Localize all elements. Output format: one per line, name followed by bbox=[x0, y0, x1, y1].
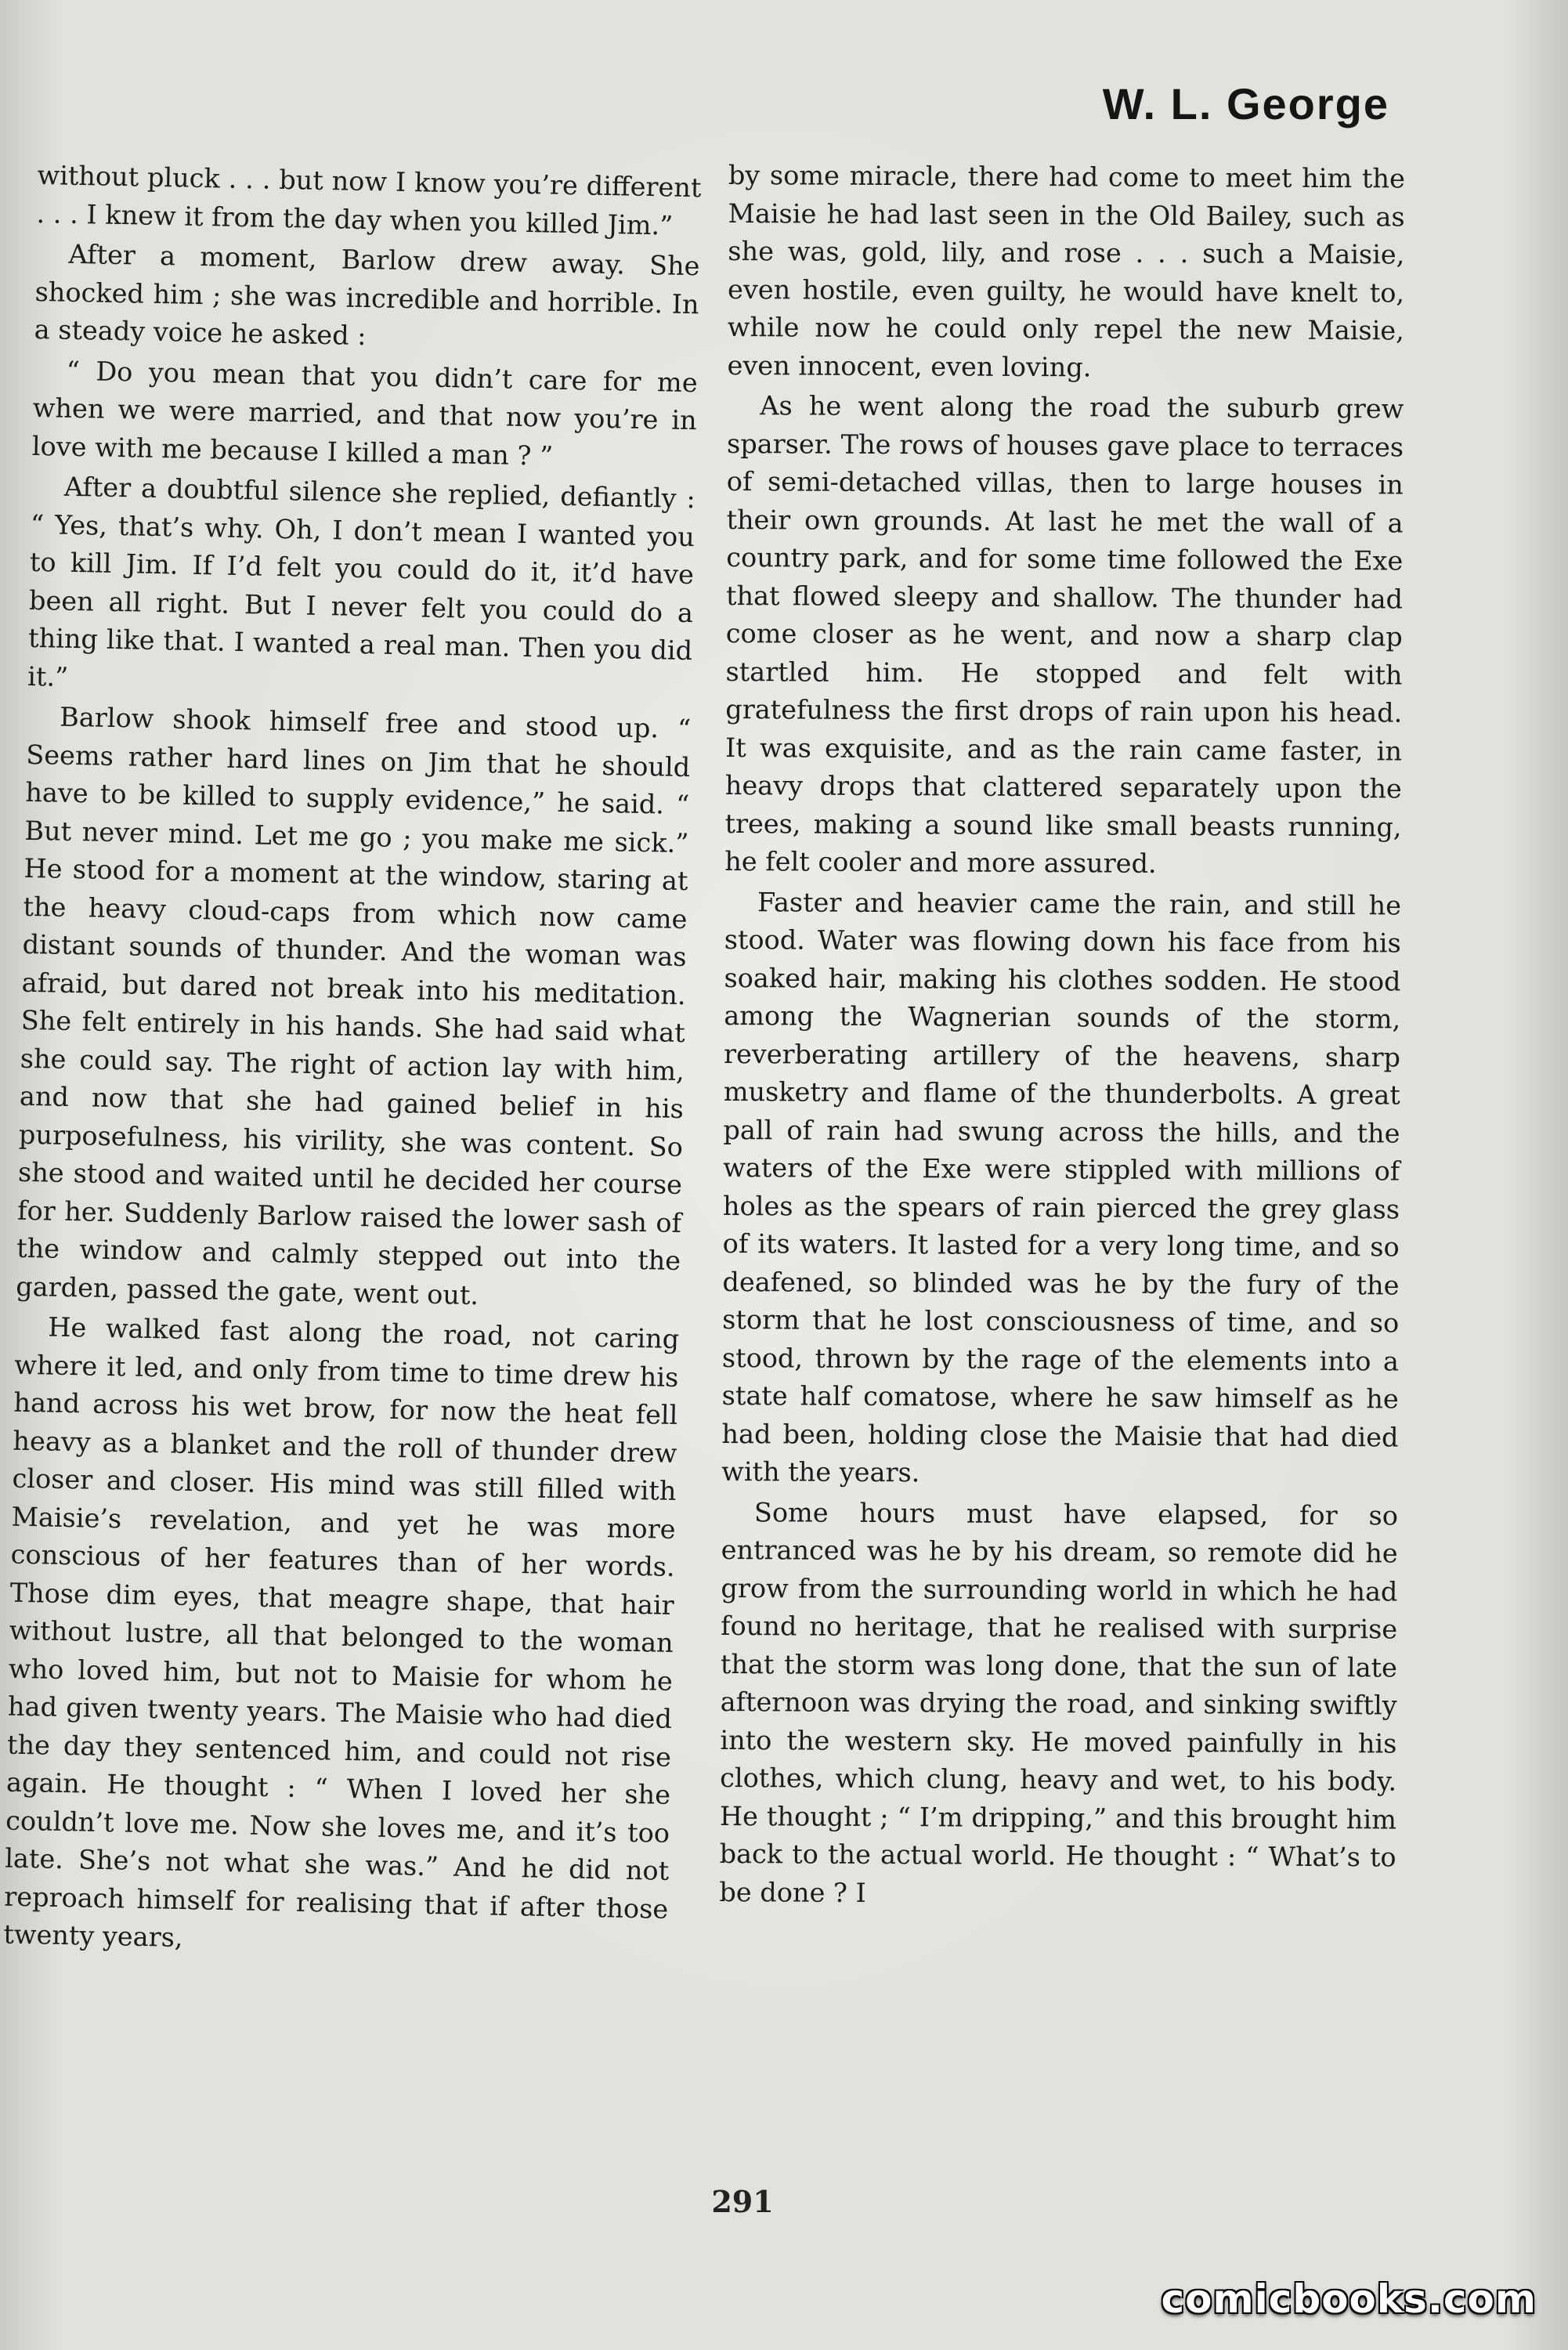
paragraph: After a doubtful silence she replied, defiantly : “ Yes, that’s why. Oh, I don’t mean I wanted you to kill Jim. If I’d felt you could do it, it’d have been all right. But I never felt you could do a thing like that. I wanted a real man. Then you did it.” bbox=[27, 471, 696, 692]
text-column-right bbox=[719, 157, 1405, 1914]
paragraph: Barlow shook himself free and stood up. “ Seems rather hard lines on Jim that he should have to be killed to supply evidence,” he said. “ But never mind. Let me go ; you make me sick.” He stood for a moment at the window, staring at the heavy cloud-caps from which now came distant sounds of thunder. And the woman was afraid, but dared not break into his meditation. She felt entirely in his hands. She had said what she could say. The right of action lay with him, and now that she had gained belief in his purposefulness, his virility, she was content. So she stood and waited until he decided her course for her. Suddenly Barlow raised the lower sash of the window and calmly stepped out into the garden, passed the gate, went out. bbox=[15, 701, 692, 1311]
watermark: comicbooks.com bbox=[1161, 2276, 1537, 2322]
paragraph: As he went along the road the suburb grew sparser. The rows of houses gave place to terraces of semi-detached villas, then to large houses in their own grounds. At last he met the wall of a country park, and for some time followed the Exe that flowed sleepy and shallow. The thunder had come closer as he went, and now a sharp clap startled him. He stopped and felt with gratefulness the first drops of rain upon his head. It was exquisite, and as the rain came faster, in heavy drops that clattered separately upon the trees, making a sound like small beasts running, he felt cooler and more assured. bbox=[724, 390, 1404, 879]
paragraph: by some miracle, there had come to meet him the Maisie he had last seen in the Old Bailey, such as she was, gold, lily, and rose . . . such a Maisie, even hostile, even guilty, he would have knelt to, while now he could only repel the new Maisie, even innocent, even loving. bbox=[727, 159, 1405, 382]
text-column-left bbox=[3, 157, 702, 1966]
page-number: 291 bbox=[711, 2184, 774, 2219]
paragraph: Some hours must have elapsed, for so entranced was he by his dream, so remote did he grow from the surrounding world in which he had found no heritage, that he realised with surprise that the storm was long done, that the sun of late afternoon was drying the road, and sinking swiftly into the western sky. He moved painfully in his clothes, which clung, heavy and wet, to his body. He thought ; “ I’m dripping,” and this brought him back to the actual world. He thought : “ What’s to be done ? I bbox=[719, 1496, 1399, 1908]
paragraph: After a moment, Barlow drew away. She shocked him ; she was incredible and horrible. In a steady voice he asked : bbox=[34, 238, 700, 352]
running-head-author: W. L. George bbox=[1102, 79, 1389, 128]
paragraph: Faster and heavier came the rain, and still he stood. Water was flowing down his face from his soaked hair, making his clothes sodden. He stood among the Wagnerian sounds of the storm, reverberating artillery of the heavens, sharp musketry and flame of the thunderbolts. A great pall of rain had swung across the hills, and the waters of the Exe were stippled with millions of holes as the spears of rain pierced the grey glass of its waters. It lasted for a very long time, and so deafened, so blinded was he by the fury of the storm that he lost consciousness of time, and so stood, thrown by the rage of the elements into a state half comatose, where he saw himself as he had been, holding close the Maisie that had died with the years. bbox=[721, 886, 1402, 1488]
paragraph: “ Do you mean that you didn’t care for me when we were married, and that now you’re in love with me because I killed a man ? ” bbox=[31, 355, 698, 472]
paragraph: without pluck . . . but now I know you’re different . . . I knew it from the day when you killed Jim.” bbox=[36, 159, 702, 241]
paragraph: He walked fast along the road, not caring where it led, and only from time to time drew his hand across his wet brow, for now the heat fell heavy as a blanket and the roll of thunder drew closer and closer. His mind was still filled with Maisie’s revelation, and yet he was more conscious of her features than of her words. Those dim eyes, that meagre shape, that hair without lustre, all that belonged to the woman who loved him, but not to Maisie for whom he had given twenty years. The Maisie who had died the day they sentenced him, and could not rise again. He thought : “ When I loved her she couldn’t love me. Now she loves me, and it’s too late. She’s not what she was.” And he did not reproach himself for realising that if after those twenty years, bbox=[3, 1311, 680, 1953]
